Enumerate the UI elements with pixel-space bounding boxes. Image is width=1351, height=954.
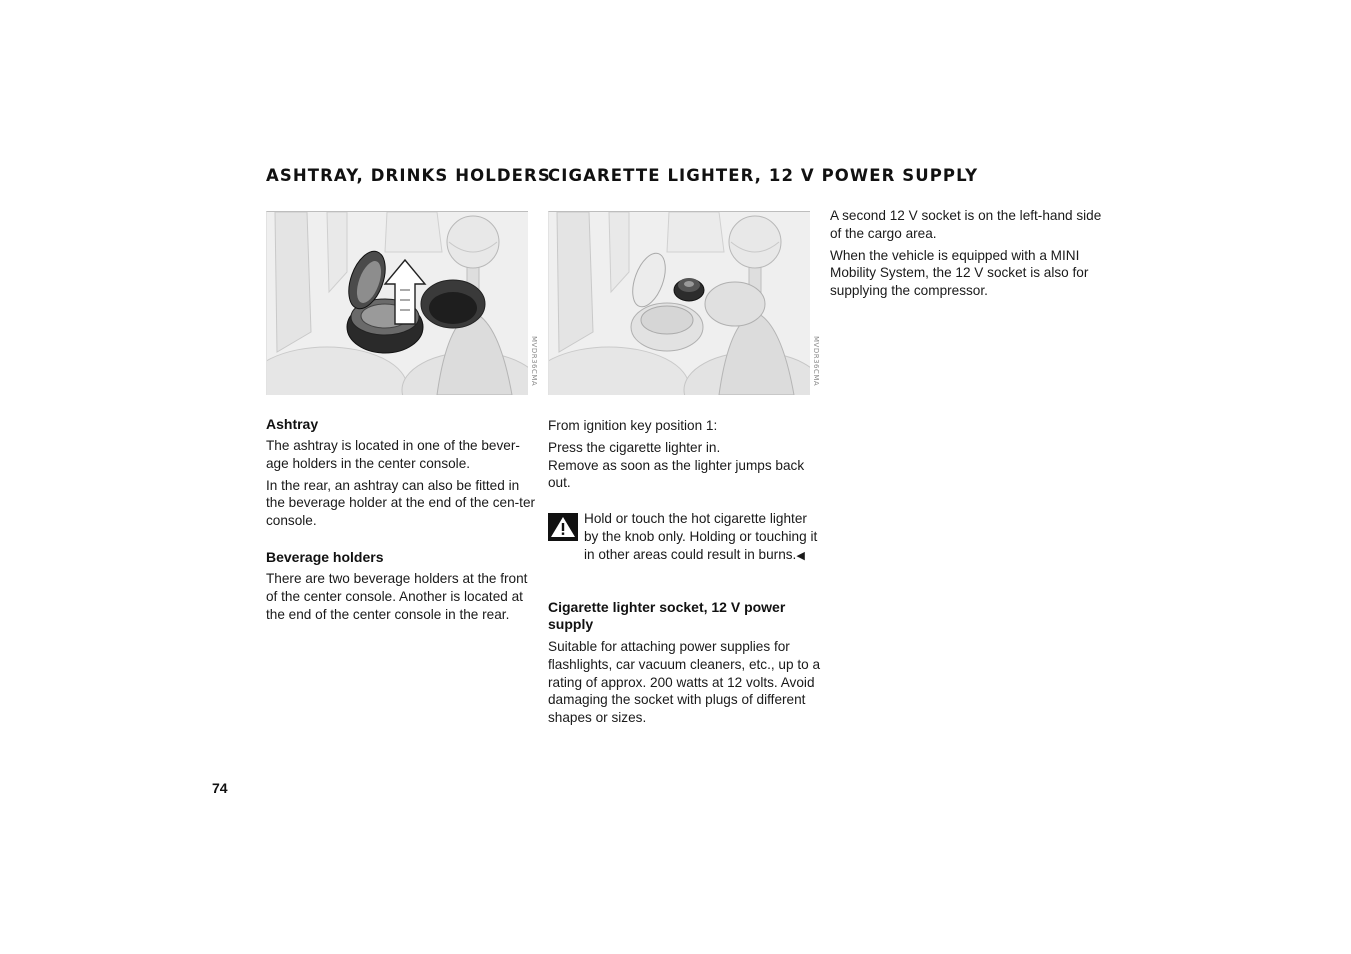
second-socket-paragraph: A second 12 V socket is on the left-hand side of the cargo area. xyxy=(830,208,1102,241)
ashtray-paragraph-1: The ashtray is located in one of the bever-age holders in the center console. xyxy=(266,438,520,471)
figure-code-lighter: MVDR36CMA xyxy=(812,336,820,387)
beverage-heading: Beverage holders xyxy=(266,549,384,565)
ashtray-paragraph-2: In the rear, an ashtray can also be fitted in the beverage holder at the end of the cen-ter console. xyxy=(266,477,536,529)
ashtray-illustration xyxy=(266,211,528,395)
lighter-warning xyxy=(548,510,820,565)
ashtray-heading: Ashtray xyxy=(266,416,319,432)
lighter-illustration xyxy=(548,211,810,395)
lighter-instructions xyxy=(548,417,820,492)
figure-code-ashtray: MVDR36CMA xyxy=(530,336,538,387)
lighter-intro: From ignition key position 1: xyxy=(548,418,718,433)
page-number: 74 xyxy=(212,780,228,796)
socket-paragraph: Suitable for attaching power supplies for flashlights, car vacuum cleaners, etc., up to a rating of approx. 200 watts at 12 volts. Avoid damaging the socket with plugs of different shapes or sizes. xyxy=(548,639,821,726)
beverage-paragraph-1: There are two beverage holders at the front of the center console. Another is located at the end of the center console in the rear. xyxy=(266,571,528,622)
socket-text xyxy=(548,638,820,731)
section-title-lighter: CIGARETTE LIGHTER, 12 V POWER SUPPLY xyxy=(548,166,979,185)
section-title-ashtray: ASHTRAY, DRINKS HOLDERS xyxy=(266,166,551,185)
mobility-system-paragraph: When the vehicle is equipped with a MINI Mobility System, the 12 V socket is also for supplying the compressor. xyxy=(830,247,1089,299)
socket-heading: Cigarette lighter socket, 12 V power supply xyxy=(548,599,786,632)
ashtray-text xyxy=(266,437,538,534)
right-column-text xyxy=(830,207,1102,304)
warning-triangle-icon xyxy=(548,513,578,546)
beverage-text xyxy=(266,570,538,627)
warning-text: Hold or touch the hot cigarette lighter by the knob only. Holding or touching it in other areas could result in burns. xyxy=(584,511,818,562)
lighter-step-1: Press the cigarette lighter in. xyxy=(548,439,721,455)
lighter-step-2: Remove as soon as the lighter jumps back out. xyxy=(548,457,805,491)
end-of-section-triangle-icon: ◀ xyxy=(796,549,805,562)
